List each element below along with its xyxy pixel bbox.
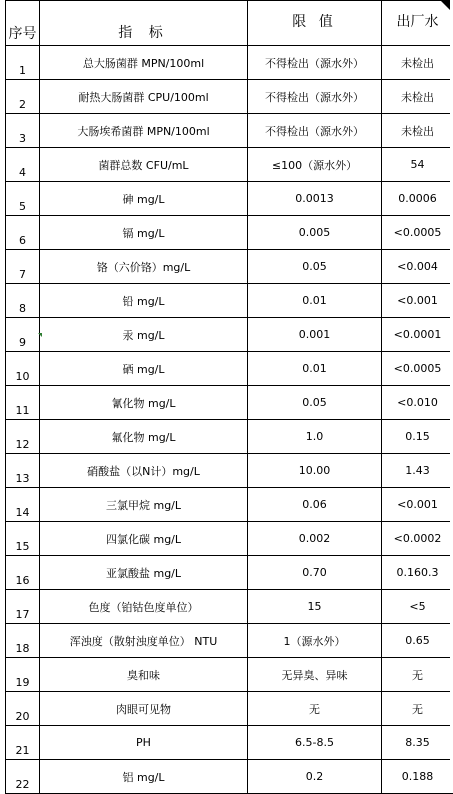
table-row <box>6 148 453 182</box>
row-indicator: PH <box>40 726 248 760</box>
table-row <box>6 760 453 794</box>
table-row <box>6 624 453 658</box>
row-outlet-value: <0.0001 <box>382 318 453 352</box>
row-indicator: 镉 mg/L <box>40 216 248 250</box>
row-outlet-value: <0.0005 <box>382 216 453 250</box>
row-outlet-value: <0.001 <box>382 284 453 318</box>
row-indicator: 三氯甲烷 mg/L <box>40 488 248 522</box>
table-row <box>6 352 453 386</box>
row-indicator: 大肠埃希菌群 MPN/100ml <box>40 114 248 148</box>
table-row <box>6 726 453 760</box>
row-number: 13 <box>6 454 40 488</box>
row-number: 19 <box>6 658 40 692</box>
row-outlet-value: <0.010 <box>382 386 453 420</box>
row-outlet-value: 54 <box>382 148 453 182</box>
table-row <box>6 250 453 284</box>
row-number: 16 <box>6 556 40 590</box>
row-outlet-value: 未检出 <box>382 114 453 148</box>
table-row <box>6 692 453 726</box>
row-limit-value: 无 <box>248 692 382 726</box>
row-number: 15 <box>6 522 40 556</box>
row-indicator: 浑浊度（散射浊度单位） NTU <box>40 624 248 658</box>
row-indicator: 耐热大肠菌群 CPU/100ml <box>40 80 248 114</box>
row-limit-value: 6.5-8.5 <box>248 726 382 760</box>
row-outlet-value: 无 <box>382 658 453 692</box>
row-number: 7 <box>6 250 40 284</box>
row-outlet-value: 未检出 <box>382 46 453 80</box>
row-number: 2 <box>6 80 40 114</box>
row-limit-value: 不得检出（源水外） <box>248 114 382 148</box>
table-row <box>6 386 453 420</box>
table-row <box>6 658 453 692</box>
row-limit-value: 不得检出（源水外） <box>248 46 382 80</box>
table-row <box>6 284 453 318</box>
row-limit-value: 0.2 <box>248 760 382 794</box>
row-number: 22 <box>6 760 40 794</box>
row-number: 5 <box>6 182 40 216</box>
water-quality-table <box>5 0 453 794</box>
row-indicator: 四氯化碳 mg/L <box>40 522 248 556</box>
header-limit: 限 值 <box>248 1 382 46</box>
table-row <box>6 80 453 114</box>
row-number: 21 <box>6 726 40 760</box>
row-outlet-value: 未检出 <box>382 80 453 114</box>
table-row <box>6 522 453 556</box>
row-indicator: 铝 mg/L <box>40 760 248 794</box>
row-limit-value: 15 <box>248 590 382 624</box>
row-indicator: 氟化物 mg/L <box>40 420 248 454</box>
table-row <box>6 216 453 250</box>
row-indicator: 菌群总数 CFU/mL <box>40 148 248 182</box>
row-limit-value: 0.01 <box>248 352 382 386</box>
row-indicator: 砷 mg/L <box>40 182 248 216</box>
header-outlet: 出厂水 <box>382 1 453 46</box>
header-no: 序号 <box>6 1 40 46</box>
row-indicator: 亚氯酸盐 mg/L <box>40 556 248 590</box>
row-limit-value: 0.70 <box>248 556 382 590</box>
row-number: 14 <box>6 488 40 522</box>
row-number: 9 <box>6 318 40 352</box>
row-limit-value: 1（源水外） <box>248 624 382 658</box>
row-outlet-value: <0.004 <box>382 250 453 284</box>
row-outlet-value: 0.65 <box>382 624 453 658</box>
row-limit-value: 0.005 <box>248 216 382 250</box>
row-outlet-value: 0.188 <box>382 760 453 794</box>
table-row <box>6 454 453 488</box>
row-limit-value: 0.06 <box>248 488 382 522</box>
table-row <box>6 318 453 352</box>
row-outlet-value: 无 <box>382 692 453 726</box>
row-indicator: 氰化物 mg/L <box>40 386 248 420</box>
row-number: 1 <box>6 46 40 80</box>
row-indicator: 总大肠菌群 MPN/100ml <box>40 46 248 80</box>
row-outlet-value: 8.35 <box>382 726 453 760</box>
table-row <box>6 556 453 590</box>
row-outlet-value: <0.001 <box>382 488 453 522</box>
header-item: 指 标 <box>40 1 248 46</box>
row-number: 8 <box>6 284 40 318</box>
table-row <box>6 420 453 454</box>
row-indicator: 臭和味 <box>40 658 248 692</box>
row-limit-value: 0.01 <box>248 284 382 318</box>
table-row <box>6 182 453 216</box>
row-outlet-value: <5 <box>382 590 453 624</box>
row-outlet-value: 0.160.3 <box>382 556 453 590</box>
row-limit-value: 0.001 <box>248 318 382 352</box>
table-row <box>6 590 453 624</box>
table-row <box>6 488 453 522</box>
table-row <box>6 114 453 148</box>
row-outlet-value: 0.0006 <box>382 182 453 216</box>
row-limit-value: 1.0 <box>248 420 382 454</box>
row-limit-value: ≤100（源水外） <box>248 148 382 182</box>
row-number: 20 <box>6 692 40 726</box>
row-limit-value: 0.05 <box>248 386 382 420</box>
row-indicator: 肉眼可见物 <box>40 692 248 726</box>
row-limit-value: 0.05 <box>248 250 382 284</box>
row-outlet-value: 0.15 <box>382 420 453 454</box>
row-indicator: 铬（六价铬）mg/L <box>40 250 248 284</box>
row-limit-value: 0.002 <box>248 522 382 556</box>
row-limit-value: 10.00 <box>248 454 382 488</box>
row-number: 12 <box>6 420 40 454</box>
header-row <box>6 1 453 46</box>
row-outlet-value: 1.43 <box>382 454 453 488</box>
row-number: 11 <box>6 386 40 420</box>
row-limit-value: 0.0013 <box>248 182 382 216</box>
table-body <box>6 1 453 794</box>
row-number: 10 <box>6 352 40 386</box>
row-outlet-value: <0.0005 <box>382 352 453 386</box>
row-indicator: 铅 mg/L <box>40 284 248 318</box>
row-indicator: 色度（铂钴色度单位） <box>40 590 248 624</box>
cell-selection-marker <box>38 333 42 337</box>
row-number: 6 <box>6 216 40 250</box>
row-indicator: 硒 mg/L <box>40 352 248 386</box>
row-indicator: 汞 mg/L <box>40 318 248 352</box>
row-number: 17 <box>6 590 40 624</box>
row-outlet-value: <0.0002 <box>382 522 453 556</box>
row-number: 3 <box>6 114 40 148</box>
row-indicator: 硝酸盐（以N计）mg/L <box>40 454 248 488</box>
row-limit-value: 不得检出（源水外） <box>248 80 382 114</box>
row-number: 18 <box>6 624 40 658</box>
row-limit-value: 无异臭、异味 <box>248 658 382 692</box>
row-number: 4 <box>6 148 40 182</box>
table-row <box>6 46 453 80</box>
